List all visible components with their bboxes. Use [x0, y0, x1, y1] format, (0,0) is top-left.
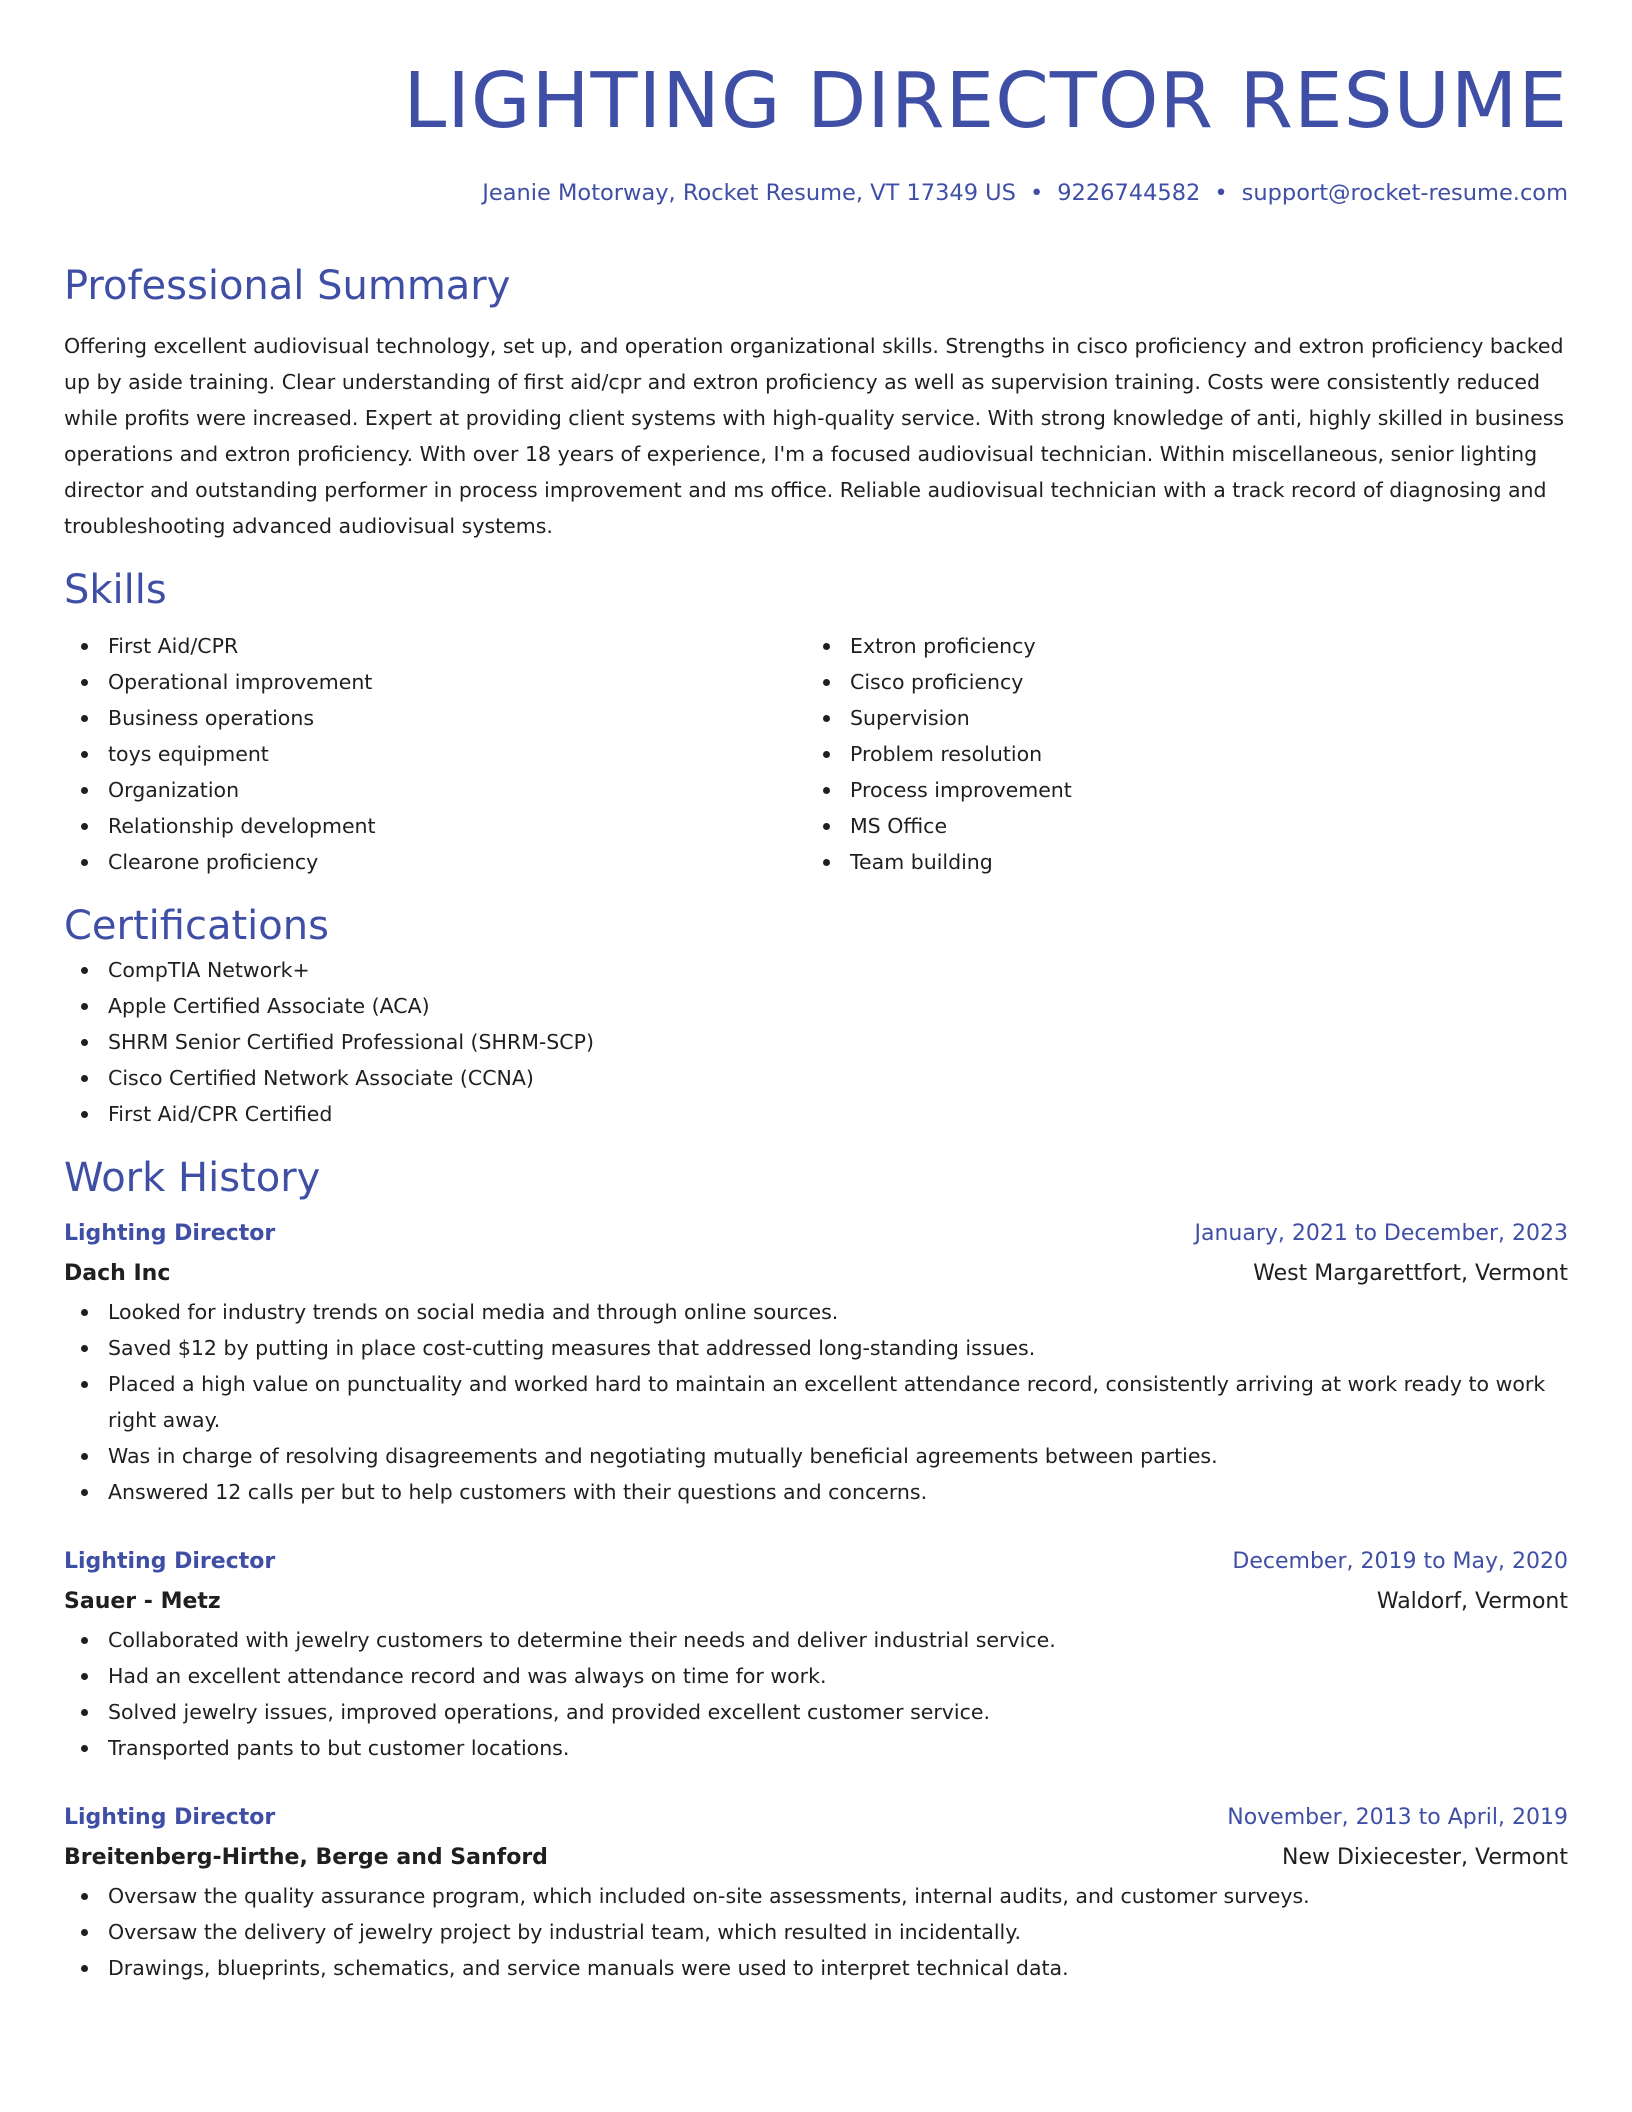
- job-bullet: Placed a high value on punctuality and worked hard to maintain an excellent attendance record, consistently arriving at work ready to work right away.: [64, 1366, 1568, 1438]
- skill-item: First Aid/CPR: [64, 628, 806, 664]
- job-bullet: Saved $12 by putting in place cost-cutting measures that addressed long-standing issues.: [64, 1330, 1568, 1366]
- contact-separator: •: [1214, 180, 1228, 206]
- job-bullet: Collaborated with jewelry customers to determine their needs and deliver industrial service.: [64, 1622, 1568, 1658]
- skills-column-right: [806, 628, 1548, 880]
- resume-title: LIGHTING DIRECTOR RESUME: [403, 57, 1568, 146]
- job-bullet: Drawings, blueprints, schematics, and service manuals were used to interpret technical data.: [64, 1950, 1568, 1986]
- summary-text: Offering excellent audiovisual technology, set up, and operation organizational skills. Strengths in cisco proficiency and extron proficiency backed up by aside training. Clear understanding of first aid/cpr and extron proficiency as well as supervision training. Costs were consistently reduced while profits were increased. Expert at providing client systems with high-quality service. With strong knowledge of anti, highly skilled in business operations and extron proficiency. With over 18 years of experience, I'm a focused audiovisual technician. Within miscellaneous, senior lighting director and outstanding performer in process improvement and ms office. Reliable audiovisual technician with a track record of diagnosing and troubleshooting advanced audiovisual systems.: [64, 334, 1565, 538]
- skill-item: Team building: [806, 844, 1548, 880]
- skill-item: Cisco proficiency: [806, 664, 1548, 700]
- contact-address: Jeanie Motorway, Rocket Resume, VT 17349 US: [482, 180, 1016, 206]
- certification-item: Apple Certified Associate (ACA): [64, 988, 1568, 1024]
- job-bullet: Oversaw the quality assurance program, which included on-site assessments, internal audits, and customer surveys.: [64, 1878, 1568, 1914]
- job-location: West Margarettfort, Vermont: [1253, 1261, 1568, 1286]
- contact-phone: 9226744582: [1057, 180, 1201, 206]
- job-bullet: Answered 12 calls per but to help customers with their questions and concerns.: [64, 1474, 1568, 1510]
- job-company: Sauer - Metz: [64, 1589, 221, 1614]
- certification-item: First Aid/CPR Certified: [64, 1096, 1568, 1132]
- certification-item: Cisco Certified Network Associate (CCNA): [64, 1060, 1568, 1096]
- contact-email[interactable]: support@rocket-resume.com: [1241, 180, 1568, 206]
- skill-item: Operational improvement: [64, 664, 806, 700]
- summary-heading: Professional Summary: [64, 263, 511, 309]
- certification-item: SHRM Senior Certified Professional (SHRM-SCP): [64, 1024, 1568, 1060]
- job-company-row: [64, 1838, 1568, 1878]
- job-bullet: Had an excellent attendance record and was always on time for work.: [64, 1658, 1568, 1694]
- job-entry: [64, 1214, 1568, 1510]
- certification-item: CompTIA Network+: [64, 952, 1568, 988]
- job-company: Dach Inc: [64, 1261, 171, 1286]
- skill-item: Supervision: [806, 700, 1548, 736]
- job-entry: [64, 1798, 1568, 1986]
- skills-heading: Skills: [64, 567, 167, 613]
- skills-grid: [64, 628, 1568, 880]
- job-company-row: [64, 1582, 1568, 1622]
- skill-item: MS Office: [806, 808, 1548, 844]
- job-dates: January, 2021 to December, 2023: [1194, 1221, 1568, 1246]
- skill-item: Relationship development: [64, 808, 806, 844]
- job-bullet: Transported pants to but customer locations.: [64, 1730, 1568, 1766]
- job-role: Lighting Director: [64, 1549, 276, 1574]
- job-header-row: [64, 1214, 1568, 1254]
- job-dates: December, 2019 to May, 2020: [1232, 1549, 1568, 1574]
- job-bullet: Looked for industry trends on social media and through online sources.: [64, 1294, 1568, 1330]
- job-header-row: [64, 1542, 1568, 1582]
- skills-list-left: [64, 628, 806, 880]
- job-location: Waldorf, Vermont: [1376, 1589, 1568, 1614]
- certifications-list: [64, 952, 1568, 1132]
- job-header-row: [64, 1798, 1568, 1838]
- job-entry: [64, 1542, 1568, 1766]
- skill-item: Process improvement: [806, 772, 1548, 808]
- skill-item: Clearone proficiency: [64, 844, 806, 880]
- job-bullets: [64, 1294, 1568, 1510]
- job-bullet: Was in charge of resolving disagreements and negotiating mutually beneficial agreements between parties.: [64, 1438, 1568, 1474]
- skill-item: Extron proficiency: [806, 628, 1548, 664]
- contact-separator: •: [1029, 180, 1044, 206]
- job-bullet: Solved jewelry issues, improved operations, and provided excellent customer service.: [64, 1694, 1568, 1730]
- resume-header: [64, 0, 1568, 208]
- job-bullets: [64, 1878, 1568, 1986]
- work-history-heading: Work History: [64, 1155, 321, 1201]
- job-role: Lighting Director: [64, 1221, 276, 1246]
- certifications-heading: Certifications: [64, 903, 329, 949]
- job-bullet: Oversaw the delivery of jewelry project by industrial team, which resulted in incidentally.: [64, 1914, 1568, 1950]
- skill-item: Problem resolution: [806, 736, 1548, 772]
- job-location: New Dixiecester, Vermont: [1282, 1845, 1568, 1870]
- skills-list-right: [806, 628, 1548, 880]
- skills-column-left: [64, 628, 806, 880]
- skill-item: Organization: [64, 772, 806, 808]
- job-dates: November, 2013 to April, 2019: [1227, 1805, 1568, 1830]
- job-bullets: [64, 1622, 1568, 1766]
- skill-item: toys equipment: [64, 736, 806, 772]
- job-company: Breitenberg-Hirthe, Berge and Sanford: [64, 1845, 548, 1870]
- job-company-row: [64, 1254, 1568, 1294]
- job-role: Lighting Director: [64, 1805, 276, 1830]
- skill-item: Business operations: [64, 700, 806, 736]
- contact-line: [64, 178, 1568, 208]
